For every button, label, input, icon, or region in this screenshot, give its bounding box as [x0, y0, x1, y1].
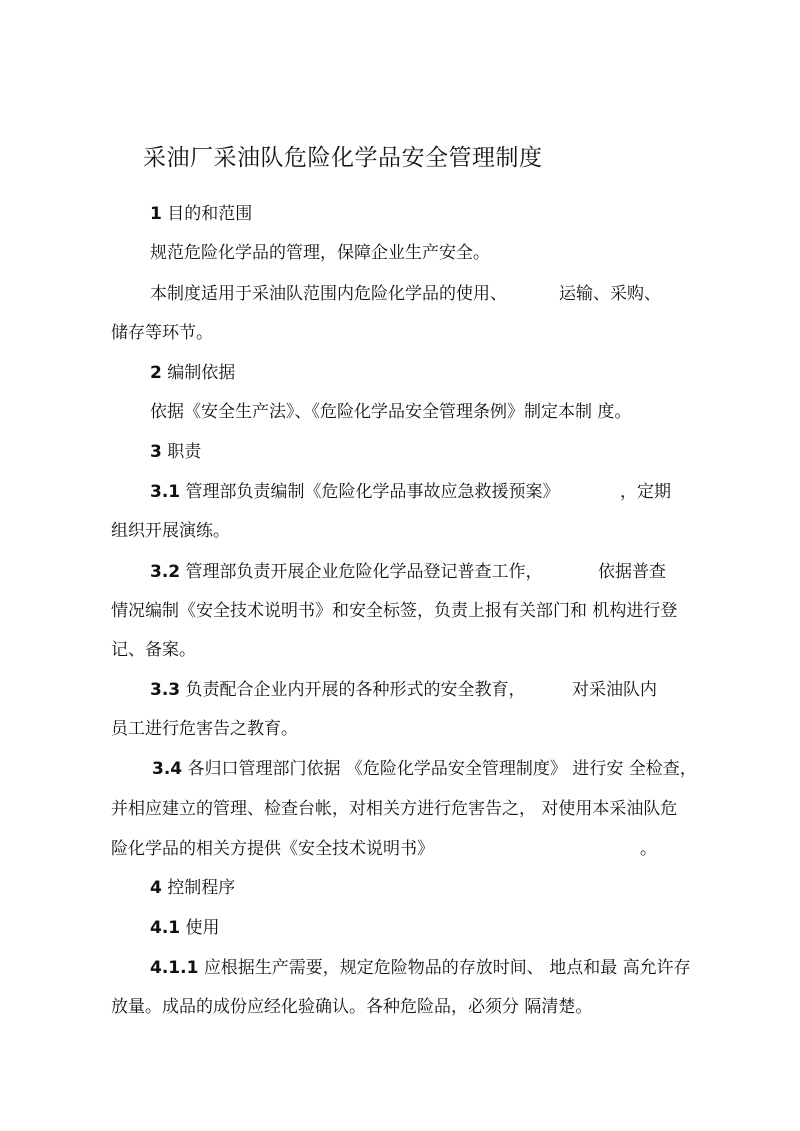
clause-text-line: 放量。成品的成份应经化验确认。各种危险品，必须分 隔清楚。: [111, 997, 593, 1017]
clause-4-1-1: [150, 957, 691, 979]
section-title: 控制程序: [167, 878, 236, 898]
subsection-4-1: [150, 917, 220, 939]
subsection-number: 4.1: [150, 918, 181, 938]
clause-text: 管理部负责开展企业危险化学品登记普查工作，: [185, 562, 543, 582]
clause-text-tail: 。: [640, 839, 657, 859]
clause-text: 各归口管理部门依据 《危险化学品安全管理制度》 进行安 全检查，: [187, 759, 697, 779]
paragraph: 依据《安全生产法》、《危险化学品安全管理条例》制定本制 度。: [150, 402, 632, 422]
clause-text-tail: 对采油队内: [572, 680, 657, 700]
clause-text: 管理部负责编制《危险化学品事故应急救援预案》: [185, 482, 560, 502]
clause-number: 3.2: [150, 562, 181, 582]
section-number: 3: [150, 442, 162, 462]
clause-text: 负责配合企业内开展的各种形式的安全教育，: [185, 680, 526, 700]
clause-number: 3.1: [150, 482, 181, 502]
clause-3-1: [150, 481, 560, 503]
document-title: 采油厂采油队危险化学品安全管理制度: [143, 145, 543, 171]
clause-text-tail: 依据普查: [598, 562, 666, 582]
paragraph-line-tail: 运输、采购、: [559, 284, 661, 304]
section-title: 目的和范围: [167, 204, 253, 224]
section-2-heading: [150, 362, 235, 384]
clause-text: 应根据生产需要，规定危险物品的存放时间、 地点和最 高允许存: [203, 958, 691, 978]
clause-3-4: [152, 758, 697, 780]
section-number: 2: [150, 363, 162, 383]
section-title: 编制依据: [167, 363, 236, 383]
clause-text-line: 并相应建立的管理、检查台帐，对相关方进行危害告之， 对使用本采油队危: [111, 799, 678, 819]
clause-number: 3.4: [152, 759, 183, 779]
paragraph-line: 本制度适用于采油队范围内危险化学品的使用、: [150, 284, 507, 304]
section-title: 职责: [167, 442, 202, 462]
clause-text-line: 组织开展演练。: [111, 521, 230, 541]
clause-3-3: [150, 679, 526, 701]
section-number: 1: [150, 204, 162, 224]
clause-text-tail: ，定期: [620, 482, 671, 502]
clause-number: 3.3: [150, 680, 181, 700]
paragraph-line: 储存等环节。: [111, 323, 213, 343]
clause-text-line: 记、备案。: [111, 640, 196, 660]
clause-text-line: 员工进行危害告之教育。: [111, 719, 298, 739]
section-1-heading: [150, 203, 252, 225]
clause-number: 4.1.1: [150, 958, 199, 978]
clause-3-2: [150, 561, 543, 583]
subsection-title: 使用: [185, 918, 220, 938]
clause-text-line: 情况编制《安全技术说明书》和安全标签，负责上报有关部门和 机构进行登: [111, 601, 678, 621]
clause-text-line: 险化学品的相关方提供《安全技术说明书》: [111, 839, 434, 859]
section-3-heading: [150, 441, 201, 463]
section-number: 4: [150, 878, 162, 898]
section-4-heading: [150, 877, 235, 899]
paragraph: 规范危险化学品的管理，保障企业生产安全。: [150, 243, 490, 263]
